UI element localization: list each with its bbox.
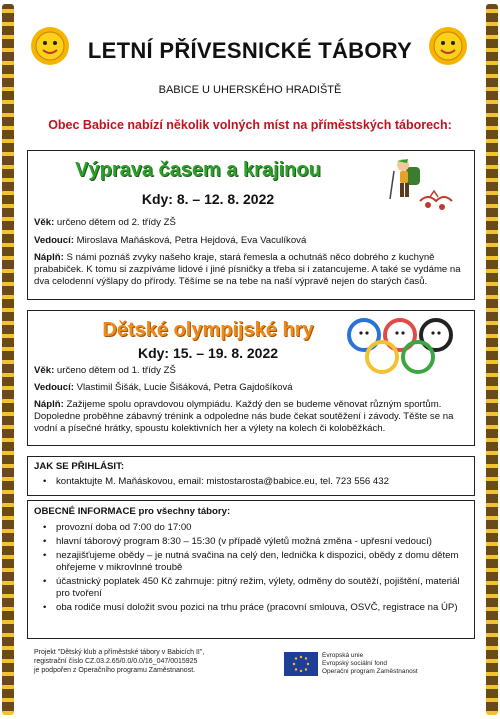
eu-flag-icon bbox=[284, 652, 318, 676]
flower-border-left bbox=[2, 4, 14, 715]
camp-content: Náplň: S námi poznáš zvyky našeho kraje, stará řemesla a ochutnáš něco dobrého z kuchyně prababiček. K tomu si zazpíváme lidové i jiné písničky a třeba si i zatancujeme. A také se vydáme na dva celodenní výšlapy do přírody. Těšíme se na tebe na naší výpravě nejen do starých časů. bbox=[34, 252, 461, 287]
project-footnote: Projekt "Dětský klub a příměstské tábory v Babicích II", registrační číslo CZ.03.2.65/0.0/0.0/16_047/0015925 je podpořen z Operačního programu Zaměstnanost. bbox=[34, 649, 205, 674]
camp-box-1 bbox=[27, 150, 475, 300]
camp-age: Věk: určeno dětem od 2. třídy ZŠ bbox=[34, 217, 176, 228]
general-info-box bbox=[27, 500, 475, 639]
camp-age: Věk: určeno dětem od 1. třídy ZŠ bbox=[34, 365, 176, 376]
camp-date: Kdy: 15. – 19. 8. 2022 bbox=[137, 345, 279, 361]
camp-box-2 bbox=[27, 310, 475, 446]
list-item: • hlavní táborový program 8:30 – 15:30 (v případě výletů možná změna - upřesní vedoucí) bbox=[28, 536, 466, 548]
eu-logo-text: Evropská unie Evropský sociální fond Operační program Zaměstnanost bbox=[322, 652, 418, 675]
camp-leaders: Vedoucí: Vlastimil Šišák, Lucie Šišáková, Petra Gajdošíková bbox=[34, 382, 293, 393]
hiker-illustration bbox=[372, 157, 462, 213]
page-title: LETNÍ PŘÍVESNICKÉ TÁBORY bbox=[87, 38, 413, 63]
signup-heading: JAK SE PŘIHLÁSIT: bbox=[34, 461, 125, 472]
list-item: • oba rodiče musí doložit svou pozici na trhu práce (pracovní smlouva, OSVČ, registrace na ÚP) bbox=[28, 602, 466, 614]
camp-title: Dětské olympijské hry bbox=[102, 319, 314, 341]
camp-leaders: Vedoucí: Miroslava Maňásková, Petra Hejdová, Eva Vaculíková bbox=[34, 235, 307, 246]
list-item: • provozní doba od 7:00 do 17:00 bbox=[28, 522, 466, 534]
intro-text: Obec Babice nabízí několik volných míst na příměstských táborech: bbox=[48, 118, 452, 132]
camp-content: Náplň: Zažijeme spolu opravdovou olympiádu. Každý den se budeme věnovat různým sportům. Dopoledne proběhne zábavný trénink a odpoledne nás bude čekat soutěžení i závody. Těšte se na vodní a písečné hrátky, spoustu kolektivních her a výlety na kolech či koloběžkách. bbox=[34, 399, 454, 434]
list-item: • účastnický poplatek 450 Kč zahrnuje: pitný režim, výlety, odměny do soutěží, pojištění, materiál pro tvoření bbox=[28, 576, 466, 600]
signup-contact: • kontaktujte M. Maňáskovou, email: mistostarosta@babice.eu, tel. 723 556 432 bbox=[28, 476, 468, 488]
list-item: • nezajišťujeme obědy – je nutná svačina na celý den, lednička k dispozici, obědy z domu dětem ohřejeme v mikrovlnné troubě bbox=[28, 550, 466, 574]
general-heading: OBECNÉ INFORMACE pro všechny tábory: bbox=[34, 506, 231, 517]
page-subtitle: BABICE U UHERSKÉHO HRADIŠTĚ bbox=[158, 84, 342, 96]
camp-title: Výprava časem a krajinou bbox=[75, 159, 321, 181]
flower-border-right bbox=[486, 4, 498, 715]
camp-date: Kdy: 8. – 12. 8. 2022 bbox=[141, 191, 275, 207]
signup-box bbox=[27, 456, 475, 496]
